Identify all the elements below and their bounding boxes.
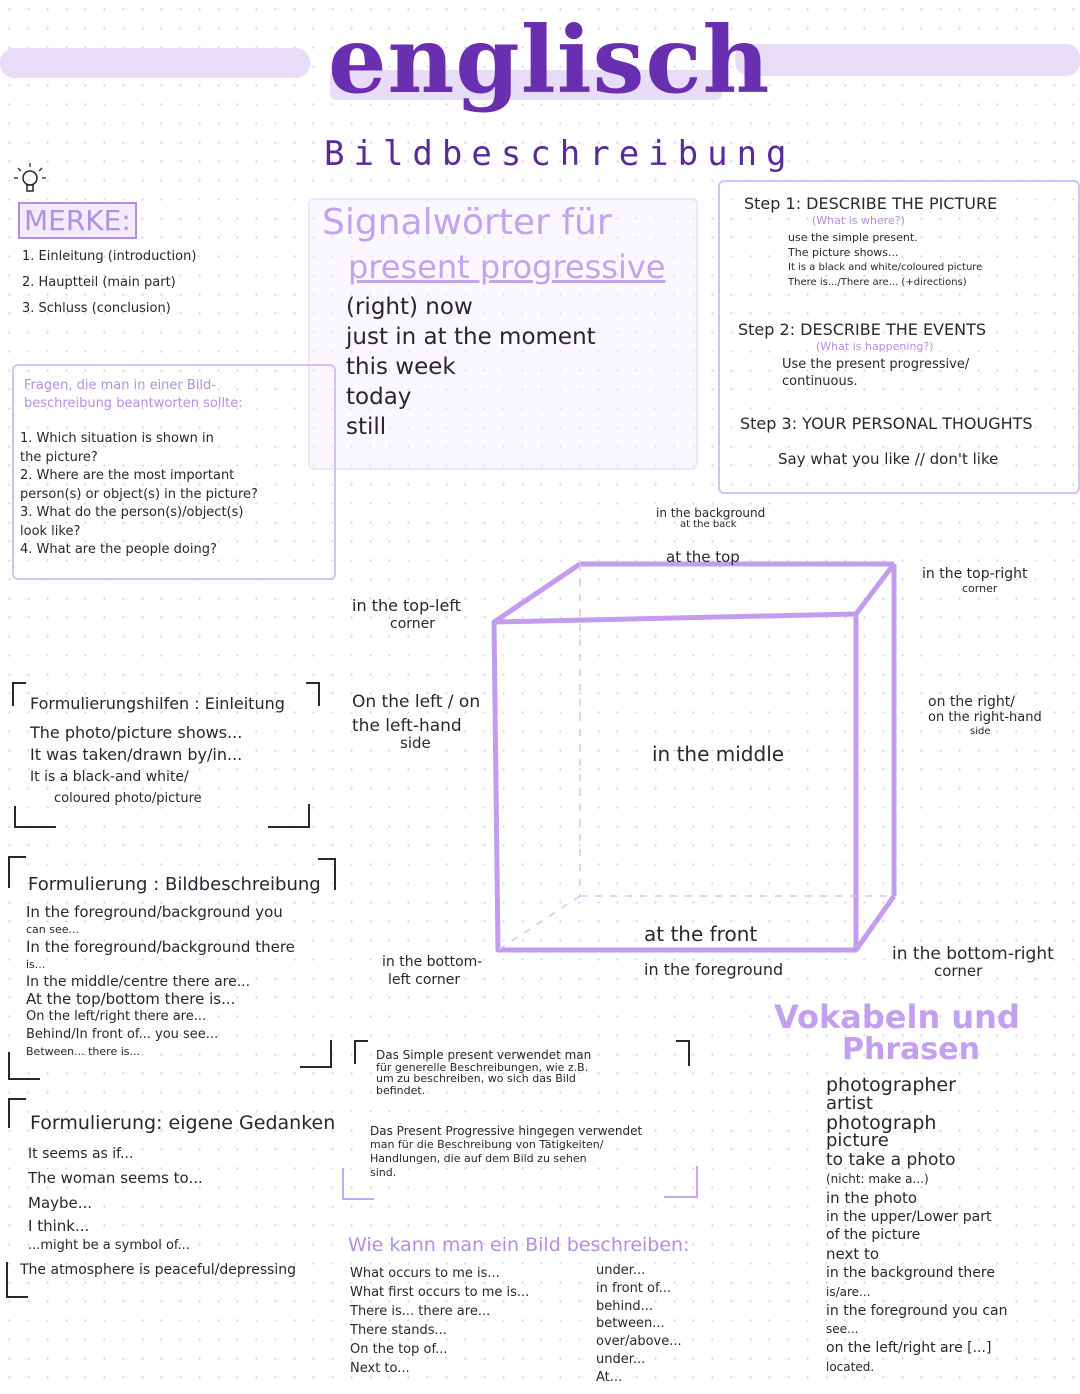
step2-lines	[782, 356, 969, 390]
wie-col2	[596, 1262, 682, 1387]
progressive-note-line: man für die Beschreibung von Tätigkeiten/	[370, 1138, 604, 1151]
bildbeschreibung-bracket-tr	[318, 858, 336, 890]
signal-word: this week	[346, 354, 456, 380]
progressive-note-line: Handlungen, die auf dem Bild zu sehen	[370, 1152, 587, 1165]
gedanken-line: Maybe...	[28, 1194, 93, 1212]
wie-item: On the top of...	[350, 1342, 448, 1357]
simple-note-line: befindet.	[376, 1083, 426, 1097]
fragen-item: 4. What are the people doing?	[20, 542, 217, 557]
merke-item: 1. Einleitung (introduction)	[22, 249, 197, 264]
fragen-item: the picture?	[20, 449, 98, 465]
cube-top-label: at the top	[666, 548, 740, 566]
vokabeln-item: see...	[826, 1322, 859, 1337]
vokabeln-item: picture	[826, 1130, 889, 1152]
cube-background-1: in the background	[656, 506, 766, 520]
gedanken-lines	[20, 1142, 297, 1284]
cube-foreground: in the foreground	[644, 960, 784, 979]
bildbeschreibung-line: Behind/In front of... you see...	[26, 1026, 219, 1042]
vokabeln-item: next to	[826, 1245, 880, 1264]
einleitung-line: coloured photo/picture	[54, 791, 202, 806]
merke-item: 2. Hauptteil (main part)	[22, 275, 176, 290]
wie-item: There stands...	[350, 1323, 447, 1338]
bildbeschreibung-line: In the middle/centre there are...	[26, 973, 251, 990]
cube-front: at the front	[644, 922, 758, 946]
step3-title: Step 3: YOUR PERSONAL THOUGHTS	[740, 414, 1033, 433]
vokabeln-item: in the foreground you can	[826, 1302, 1008, 1319]
progressive-note	[370, 1124, 642, 1180]
cube-bottom-right-2: corner	[934, 962, 983, 980]
wie-item: under...	[596, 1263, 646, 1278]
wie-item: in front of...	[596, 1280, 672, 1296]
fragen-item: look like?	[20, 523, 81, 539]
fragen-item: 2. Where are the most important	[20, 468, 235, 483]
fragen-title-2: beschreibung beantworten sollte:	[24, 396, 243, 411]
wie-item: between...	[596, 1316, 665, 1332]
bildbeschreibung-title: Formulierung : Bildbeschreibung	[28, 874, 321, 895]
step1-line: use the simple present.	[788, 231, 918, 244]
merke-list	[22, 244, 196, 322]
cube-top-right-2: corner	[962, 582, 998, 595]
einleitung-bracket-br	[268, 804, 310, 828]
bildbeschreibung-line: At the top/bottom there is...	[26, 990, 236, 1009]
step2-sub: (What is happening?)	[816, 340, 934, 353]
einleitung-lines	[30, 722, 242, 810]
step3-line: Say what you like // don't like	[778, 450, 999, 468]
gedanken-line: ...might be a symbol of...	[28, 1238, 190, 1253]
cube-left-3: side	[400, 734, 431, 752]
cube-top-right-1: in the top-right	[922, 566, 1028, 582]
cube-bottom-left-1: in the bottom-	[382, 954, 483, 970]
cube-right-2: on the right-hand	[928, 710, 1042, 725]
lightbulb-icon	[10, 160, 50, 200]
bildbeschreibung-line: In the foreground/background you	[26, 903, 283, 921]
simple-note-bracket-tr	[676, 1040, 690, 1066]
wie-title: Wie kann man ein Bild beschreiben:	[348, 1234, 690, 1256]
signal-words	[346, 292, 596, 442]
einleitung-bracket-tr	[306, 682, 320, 706]
step1-lines	[788, 230, 982, 290]
fragen-item: 3. What do the person(s)/object(s)	[20, 505, 244, 520]
page-title: englisch	[328, 6, 771, 114]
step2-line: Use the present progressive/	[782, 357, 970, 372]
cube-right-3: side	[970, 726, 991, 737]
gedanken-bracket-tl	[8, 1098, 26, 1128]
vokabeln-title-1: Vokabeln und	[774, 998, 1020, 1036]
cube-bottom-left-2: left corner	[388, 972, 461, 988]
signal-word: just in at the moment	[346, 324, 596, 350]
wie-item: over/above...	[596, 1334, 682, 1350]
einleitung-line: It is a black-and white/	[30, 769, 189, 785]
wie-item: under...	[596, 1351, 646, 1367]
cube-right-1: on the right/	[928, 694, 1015, 710]
bildbeschreibung-lines	[26, 904, 295, 1061]
wie-item: Next to...	[350, 1361, 410, 1376]
fragen-title-1: Fragen, die man in einer Bild-	[24, 378, 216, 393]
simple-note-bracket-tl	[354, 1040, 368, 1064]
einleitung-line: The photo/picture shows...	[30, 723, 243, 742]
simple-note-line: für generelle Beschreibungen, wie z.B.	[376, 1060, 589, 1074]
cube-edge-top-right	[856, 564, 894, 614]
wie-item: What occurs to me is...	[350, 1266, 500, 1281]
wie-item: There is... there are...	[350, 1304, 491, 1319]
progressive-note-line: sind.	[370, 1166, 397, 1179]
page-subtitle: Bildbeschreibung	[324, 134, 796, 174]
wie-item: What first occurs to me is...	[350, 1285, 530, 1300]
gedanken-line: The woman seems to...	[28, 1169, 203, 1187]
signal-word: still	[346, 414, 387, 440]
gedanken-line: The atmosphere is peaceful/depressing	[20, 1262, 297, 1278]
cube-hidden-edge-diagonal	[498, 896, 580, 950]
bildbeschreibung-line: can see...	[26, 923, 80, 937]
merke-item: 3. Schluss (conclusion)	[22, 301, 171, 316]
step2-line: continuous.	[782, 374, 858, 389]
vokabeln-item: in the photo	[826, 1188, 918, 1207]
cube-left-1: On the left / on	[352, 692, 481, 712]
vokabeln-title-2: Phrasen	[842, 1032, 980, 1067]
gedanken-title: Formulierung: eigene Gedanken	[30, 1112, 336, 1134]
vokabeln-item: in the upper/Lower part	[826, 1208, 992, 1225]
progressive-note-line: Das Present Progressive hingegen verwendet	[370, 1124, 643, 1138]
cube-front-face	[494, 614, 856, 950]
vokabeln-item: of the picture	[826, 1227, 921, 1244]
wie-item: behind...	[596, 1298, 653, 1314]
signal-title-1: Signalwörter für	[322, 202, 612, 243]
bildbeschreibung-bracket-br	[300, 1040, 332, 1068]
cube-top-left-2: corner	[390, 616, 436, 632]
step1-sub: (What is where?)	[812, 214, 905, 227]
simple-note	[376, 1050, 591, 1096]
vokabeln-list	[826, 1076, 1008, 1377]
simple-note-line: um zu beschreiben, wo sich das Bild	[376, 1072, 576, 1085]
header-band-right	[735, 44, 1080, 76]
wie-col1	[350, 1264, 529, 1378]
vokabeln-item: is/are...	[826, 1284, 871, 1299]
gedanken-line: It seems as if...	[28, 1146, 134, 1162]
vokabeln-item: in the background there	[826, 1264, 995, 1281]
vokabeln-item: artist	[826, 1092, 873, 1114]
fragen-list	[20, 430, 258, 560]
vokabeln-item: to take a photo	[826, 1150, 956, 1171]
step1-line: The picture shows...	[788, 246, 899, 259]
gedanken-line: I think...	[28, 1217, 90, 1235]
vokabeln-item: (nicht: make a...)	[826, 1171, 929, 1186]
vokabeln-item: located.	[826, 1359, 875, 1374]
fragen-item: 1. Which situation is shown in	[20, 431, 214, 446]
bildbeschreibung-line: Between... there is...	[26, 1045, 140, 1059]
cube-top-left-1: in the top-left	[352, 596, 461, 615]
merke-label: MERKE:	[18, 202, 137, 239]
cube-edge-top-left	[494, 564, 580, 622]
fragen-item: person(s) or object(s) in the picture?	[20, 486, 258, 502]
einleitung-line: It was taken/drawn by/in...	[30, 745, 243, 764]
signal-word: (right) now	[346, 294, 473, 320]
bildbeschreibung-line: In the foreground/background there	[26, 937, 295, 956]
progressive-note-bracket-br	[664, 1166, 698, 1198]
cube-left-2: the left-hand	[352, 716, 462, 736]
wie-item: At...	[596, 1369, 623, 1385]
einleitung-bracket-tl	[12, 682, 26, 706]
signal-word: today	[346, 384, 412, 410]
header-band-left	[0, 48, 310, 78]
step1-line: It is a black and white/coloured picture	[788, 262, 983, 273]
simple-note-line: Das Simple present verwendet man	[376, 1048, 592, 1062]
cube-edge-bottom-right	[856, 896, 894, 950]
step2-title: Step 2: DESCRIBE THE EVENTS	[738, 320, 986, 339]
cube-middle: in the middle	[652, 742, 785, 766]
einleitung-title: Formulierungshilfen : Einleitung	[30, 694, 285, 713]
vokabeln-item: photograph	[826, 1111, 937, 1134]
step1-line: There is.../There are... (+directions)	[788, 277, 967, 288]
vokabeln-item: on the left/right are [...]	[826, 1340, 992, 1357]
cube-background-2: at the back	[680, 519, 737, 530]
cube-bottom-right-1: in the bottom-right	[892, 944, 1054, 964]
step1-title: Step 1: DESCRIBE THE PICTURE	[744, 194, 998, 213]
bildbeschreibung-line: is...	[26, 958, 46, 972]
bildbeschreibung-bracket-tl	[8, 856, 26, 888]
signal-title-2: present progressive	[348, 248, 666, 286]
vokabeln-item: photographer	[826, 1074, 956, 1096]
bildbeschreibung-line: On the left/right there are...	[26, 1009, 207, 1025]
